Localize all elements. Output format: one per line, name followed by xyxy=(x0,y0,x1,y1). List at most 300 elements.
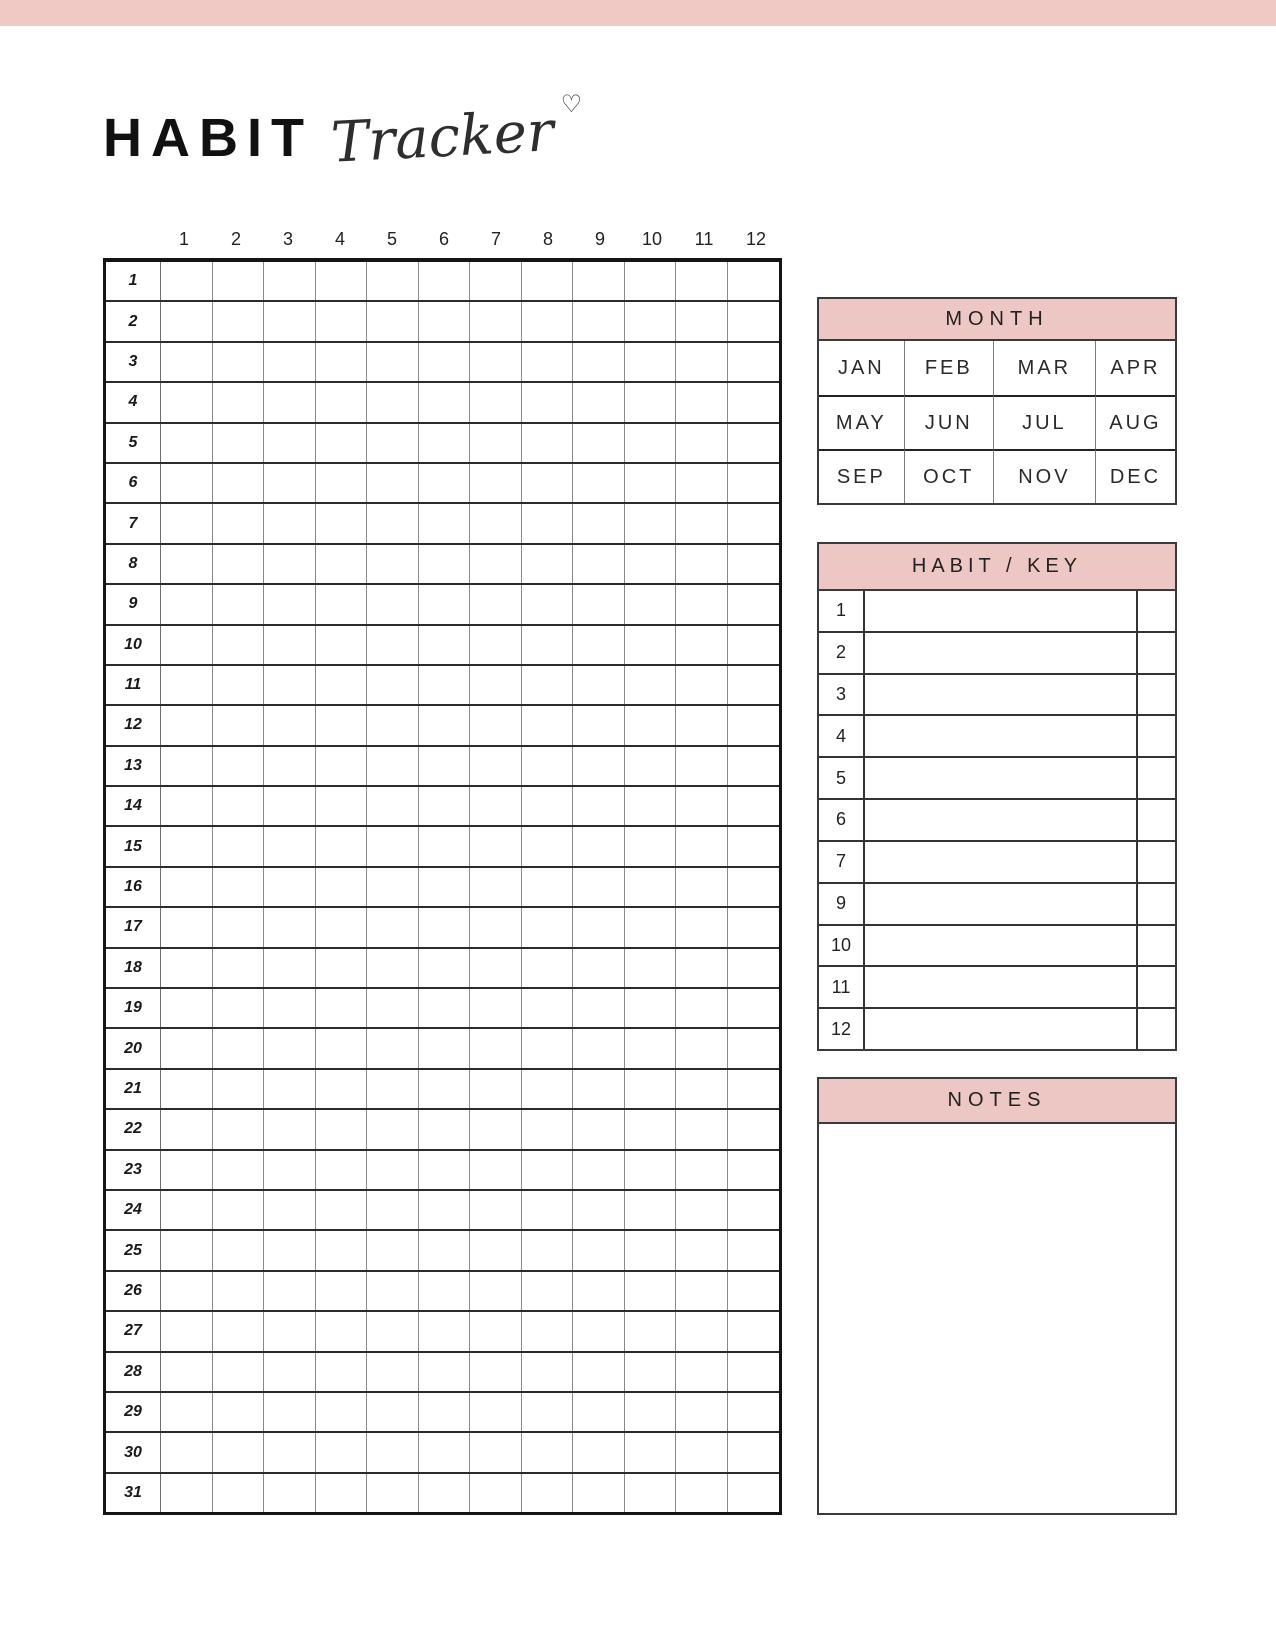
grid-cell[interactable] xyxy=(522,585,574,623)
grid-cell[interactable] xyxy=(213,464,265,502)
grid-cell[interactable] xyxy=(625,827,677,865)
grid-cell[interactable] xyxy=(161,464,213,502)
grid-cell[interactable] xyxy=(161,343,213,381)
grid-cell[interactable] xyxy=(625,1433,677,1471)
grid-cell[interactable] xyxy=(161,1272,213,1310)
grid-cell[interactable] xyxy=(573,1191,625,1229)
grid-cell[interactable] xyxy=(573,868,625,906)
grid-cell[interactable] xyxy=(522,1433,574,1471)
grid-cell[interactable] xyxy=(367,1474,419,1512)
grid-cell[interactable] xyxy=(213,1231,265,1269)
grid-cell[interactable] xyxy=(573,787,625,825)
grid-cell[interactable] xyxy=(316,1312,368,1350)
grid-cell[interactable] xyxy=(522,787,574,825)
grid-cell[interactable] xyxy=(316,747,368,785)
habit-name-cell[interactable] xyxy=(865,591,1136,631)
habit-name-cell[interactable] xyxy=(865,675,1136,715)
grid-cell[interactable] xyxy=(522,1474,574,1512)
grid-cell[interactable] xyxy=(728,383,780,421)
grid-cell[interactable] xyxy=(161,989,213,1027)
grid-cell[interactable] xyxy=(316,787,368,825)
grid-cell[interactable] xyxy=(573,747,625,785)
grid-cell[interactable] xyxy=(419,626,471,664)
grid-cell[interactable] xyxy=(264,1231,316,1269)
grid-cell[interactable] xyxy=(316,827,368,865)
grid-cell[interactable] xyxy=(573,666,625,704)
grid-cell[interactable] xyxy=(264,1474,316,1512)
grid-cell[interactable] xyxy=(728,1272,780,1310)
grid-cell[interactable] xyxy=(625,787,677,825)
month-option[interactable]: APR xyxy=(1095,341,1175,395)
grid-cell[interactable] xyxy=(419,868,471,906)
grid-cell[interactable] xyxy=(367,1191,419,1229)
grid-cell[interactable] xyxy=(470,868,522,906)
grid-cell[interactable] xyxy=(470,343,522,381)
grid-cell[interactable] xyxy=(728,1353,780,1391)
grid-cell[interactable] xyxy=(676,1151,728,1189)
grid-cell[interactable] xyxy=(573,827,625,865)
grid-cell[interactable] xyxy=(625,1353,677,1391)
grid-cell[interactable] xyxy=(367,464,419,502)
grid-cell[interactable] xyxy=(470,1312,522,1350)
grid-cell[interactable] xyxy=(316,1353,368,1391)
grid-cell[interactable] xyxy=(316,1191,368,1229)
grid-cell[interactable] xyxy=(470,949,522,987)
grid-cell[interactable] xyxy=(676,1231,728,1269)
grid-cell[interactable] xyxy=(625,1191,677,1229)
grid-cell[interactable] xyxy=(264,585,316,623)
grid-cell[interactable] xyxy=(522,666,574,704)
habit-name-cell[interactable] xyxy=(865,884,1136,924)
grid-cell[interactable] xyxy=(264,706,316,744)
grid-cell[interactable] xyxy=(264,343,316,381)
grid-cell[interactable] xyxy=(625,504,677,542)
grid-cell[interactable] xyxy=(367,1151,419,1189)
grid-cell[interactable] xyxy=(522,1151,574,1189)
grid-cell[interactable] xyxy=(213,989,265,1027)
grid-cell[interactable] xyxy=(213,626,265,664)
grid-cell[interactable] xyxy=(573,504,625,542)
grid-cell[interactable] xyxy=(676,989,728,1027)
grid-cell[interactable] xyxy=(316,989,368,1027)
grid-cell[interactable] xyxy=(573,545,625,583)
grid-cell[interactable] xyxy=(264,464,316,502)
grid-cell[interactable] xyxy=(573,1393,625,1431)
grid-cell[interactable] xyxy=(625,989,677,1027)
grid-cell[interactable] xyxy=(161,1433,213,1471)
grid-cell[interactable] xyxy=(419,706,471,744)
grid-cell[interactable] xyxy=(419,1110,471,1148)
grid-cell[interactable] xyxy=(522,383,574,421)
grid-cell[interactable] xyxy=(419,908,471,946)
grid-cell[interactable] xyxy=(522,1029,574,1067)
habit-key-symbol-cell[interactable] xyxy=(1136,884,1175,924)
grid-cell[interactable] xyxy=(470,1433,522,1471)
grid-cell[interactable] xyxy=(213,545,265,583)
grid-cell[interactable] xyxy=(625,343,677,381)
grid-cell[interactable] xyxy=(676,666,728,704)
grid-cell[interactable] xyxy=(470,1191,522,1229)
habit-key-symbol-cell[interactable] xyxy=(1136,800,1175,840)
grid-cell[interactable] xyxy=(676,787,728,825)
grid-cell[interactable] xyxy=(264,1433,316,1471)
grid-cell[interactable] xyxy=(213,302,265,340)
grid-cell[interactable] xyxy=(161,504,213,542)
grid-cell[interactable] xyxy=(161,787,213,825)
grid-cell[interactable] xyxy=(676,1353,728,1391)
grid-cell[interactable] xyxy=(367,343,419,381)
grid-cell[interactable] xyxy=(161,545,213,583)
grid-cell[interactable] xyxy=(728,1433,780,1471)
grid-cell[interactable] xyxy=(625,383,677,421)
grid-cell[interactable] xyxy=(316,262,368,300)
grid-cell[interactable] xyxy=(573,424,625,462)
grid-cell[interactable] xyxy=(419,464,471,502)
grid-cell[interactable] xyxy=(676,424,728,462)
grid-cell[interactable] xyxy=(264,424,316,462)
grid-cell[interactable] xyxy=(264,1029,316,1067)
habit-key-symbol-cell[interactable] xyxy=(1136,842,1175,882)
grid-cell[interactable] xyxy=(367,585,419,623)
grid-cell[interactable] xyxy=(419,949,471,987)
grid-cell[interactable] xyxy=(676,949,728,987)
grid-cell[interactable] xyxy=(316,585,368,623)
grid-cell[interactable] xyxy=(470,706,522,744)
grid-cell[interactable] xyxy=(625,302,677,340)
grid-cell[interactable] xyxy=(728,302,780,340)
grid-cell[interactable] xyxy=(264,989,316,1027)
grid-cell[interactable] xyxy=(573,1029,625,1067)
grid-cell[interactable] xyxy=(367,787,419,825)
habit-name-cell[interactable] xyxy=(865,967,1136,1007)
grid-cell[interactable] xyxy=(728,504,780,542)
grid-cell[interactable] xyxy=(161,1474,213,1512)
grid-cell[interactable] xyxy=(419,302,471,340)
grid-cell[interactable] xyxy=(161,868,213,906)
grid-cell[interactable] xyxy=(264,383,316,421)
grid-cell[interactable] xyxy=(470,545,522,583)
grid-cell[interactable] xyxy=(573,302,625,340)
grid-cell[interactable] xyxy=(367,424,419,462)
month-option[interactable]: JUN xyxy=(904,395,993,449)
grid-cell[interactable] xyxy=(676,383,728,421)
grid-cell[interactable] xyxy=(470,1029,522,1067)
grid-cell[interactable] xyxy=(522,1393,574,1431)
grid-cell[interactable] xyxy=(522,1231,574,1269)
grid-cell[interactable] xyxy=(161,1151,213,1189)
grid-cell[interactable] xyxy=(522,706,574,744)
grid-cell[interactable] xyxy=(676,262,728,300)
grid-cell[interactable] xyxy=(316,1393,368,1431)
grid-cell[interactable] xyxy=(264,504,316,542)
grid-cell[interactable] xyxy=(419,1191,471,1229)
grid-cell[interactable] xyxy=(470,262,522,300)
grid-cell[interactable] xyxy=(316,1029,368,1067)
grid-cell[interactable] xyxy=(470,585,522,623)
grid-cell[interactable] xyxy=(213,262,265,300)
grid-cell[interactable] xyxy=(419,1433,471,1471)
grid-cell[interactable] xyxy=(728,666,780,704)
grid-cell[interactable] xyxy=(522,989,574,1027)
grid-cell[interactable] xyxy=(522,545,574,583)
grid-cell[interactable] xyxy=(625,949,677,987)
month-option[interactable]: FEB xyxy=(904,341,993,395)
grid-cell[interactable] xyxy=(316,868,368,906)
grid-cell[interactable] xyxy=(316,1272,368,1310)
grid-cell[interactable] xyxy=(470,1070,522,1108)
grid-cell[interactable] xyxy=(676,908,728,946)
grid-cell[interactable] xyxy=(470,1393,522,1431)
grid-cell[interactable] xyxy=(264,666,316,704)
grid-cell[interactable] xyxy=(213,1393,265,1431)
grid-cell[interactable] xyxy=(676,827,728,865)
grid-cell[interactable] xyxy=(676,1029,728,1067)
month-option[interactable]: JUL xyxy=(993,395,1095,449)
habit-key-symbol-cell[interactable] xyxy=(1136,675,1175,715)
grid-cell[interactable] xyxy=(728,1110,780,1148)
grid-cell[interactable] xyxy=(419,1151,471,1189)
grid-cell[interactable] xyxy=(213,504,265,542)
grid-cell[interactable] xyxy=(625,706,677,744)
grid-cell[interactable] xyxy=(419,1070,471,1108)
grid-cell[interactable] xyxy=(264,1070,316,1108)
grid-cell[interactable] xyxy=(625,1272,677,1310)
grid-cell[interactable] xyxy=(470,302,522,340)
grid-cell[interactable] xyxy=(264,747,316,785)
grid-cell[interactable] xyxy=(573,1312,625,1350)
grid-cell[interactable] xyxy=(676,1474,728,1512)
grid-cell[interactable] xyxy=(625,585,677,623)
grid-cell[interactable] xyxy=(213,343,265,381)
grid-cell[interactable] xyxy=(573,1231,625,1269)
grid-cell[interactable] xyxy=(522,262,574,300)
grid-cell[interactable] xyxy=(625,1110,677,1148)
grid-cell[interactable] xyxy=(470,787,522,825)
grid-cell[interactable] xyxy=(367,504,419,542)
grid-cell[interactable] xyxy=(264,302,316,340)
habit-key-symbol-cell[interactable] xyxy=(1136,758,1175,798)
grid-cell[interactable] xyxy=(522,504,574,542)
grid-cell[interactable] xyxy=(676,1312,728,1350)
grid-cell[interactable] xyxy=(728,1231,780,1269)
grid-cell[interactable] xyxy=(161,262,213,300)
grid-cell[interactable] xyxy=(522,302,574,340)
grid-cell[interactable] xyxy=(419,1272,471,1310)
grid-cell[interactable] xyxy=(728,424,780,462)
grid-cell[interactable] xyxy=(676,1272,728,1310)
grid-cell[interactable] xyxy=(419,747,471,785)
grid-cell[interactable] xyxy=(573,626,625,664)
grid-cell[interactable] xyxy=(264,949,316,987)
grid-cell[interactable] xyxy=(419,827,471,865)
grid-cell[interactable] xyxy=(264,827,316,865)
grid-cell[interactable] xyxy=(573,585,625,623)
grid-cell[interactable] xyxy=(161,1393,213,1431)
grid-cell[interactable] xyxy=(264,1353,316,1391)
grid-cell[interactable] xyxy=(367,1070,419,1108)
grid-cell[interactable] xyxy=(728,1393,780,1431)
grid-cell[interactable] xyxy=(728,989,780,1027)
grid-cell[interactable] xyxy=(573,1151,625,1189)
grid-cell[interactable] xyxy=(316,949,368,987)
grid-cell[interactable] xyxy=(419,1474,471,1512)
grid-cell[interactable] xyxy=(625,626,677,664)
grid-cell[interactable] xyxy=(573,1474,625,1512)
grid-cell[interactable] xyxy=(419,262,471,300)
grid-cell[interactable] xyxy=(470,1231,522,1269)
grid-cell[interactable] xyxy=(573,1272,625,1310)
grid-cell[interactable] xyxy=(728,1070,780,1108)
grid-cell[interactable] xyxy=(676,626,728,664)
grid-cell[interactable] xyxy=(470,1151,522,1189)
grid-cell[interactable] xyxy=(316,504,368,542)
grid-cell[interactable] xyxy=(625,1312,677,1350)
grid-cell[interactable] xyxy=(522,827,574,865)
grid-cell[interactable] xyxy=(161,424,213,462)
grid-cell[interactable] xyxy=(522,1312,574,1350)
grid-cell[interactable] xyxy=(213,424,265,462)
habit-name-cell[interactable] xyxy=(865,716,1136,756)
grid-cell[interactable] xyxy=(419,787,471,825)
grid-cell[interactable] xyxy=(367,706,419,744)
grid-cell[interactable] xyxy=(367,626,419,664)
grid-cell[interactable] xyxy=(316,1110,368,1148)
habit-key-symbol-cell[interactable] xyxy=(1136,591,1175,631)
grid-cell[interactable] xyxy=(213,747,265,785)
grid-cell[interactable] xyxy=(470,424,522,462)
grid-cell[interactable] xyxy=(419,1029,471,1067)
grid-cell[interactable] xyxy=(419,1231,471,1269)
grid-cell[interactable] xyxy=(367,747,419,785)
grid-cell[interactable] xyxy=(419,1393,471,1431)
grid-cell[interactable] xyxy=(161,1070,213,1108)
grid-cell[interactable] xyxy=(419,383,471,421)
grid-cell[interactable] xyxy=(161,666,213,704)
grid-cell[interactable] xyxy=(573,1353,625,1391)
grid-cell[interactable] xyxy=(470,1272,522,1310)
grid-cell[interactable] xyxy=(625,424,677,462)
grid-cell[interactable] xyxy=(367,1110,419,1148)
grid-cell[interactable] xyxy=(470,747,522,785)
grid-cell[interactable] xyxy=(367,868,419,906)
grid-cell[interactable] xyxy=(316,343,368,381)
month-option[interactable]: DEC xyxy=(1095,449,1175,503)
month-option[interactable]: MAY xyxy=(819,395,904,449)
habit-name-cell[interactable] xyxy=(865,926,1136,966)
grid-cell[interactable] xyxy=(316,383,368,421)
grid-cell[interactable] xyxy=(728,343,780,381)
grid-cell[interactable] xyxy=(161,585,213,623)
grid-cell[interactable] xyxy=(213,827,265,865)
grid-cell[interactable] xyxy=(573,262,625,300)
grid-cell[interactable] xyxy=(264,1151,316,1189)
grid-cell[interactable] xyxy=(470,666,522,704)
grid-cell[interactable] xyxy=(728,585,780,623)
grid-cell[interactable] xyxy=(367,1312,419,1350)
grid-cell[interactable] xyxy=(573,706,625,744)
grid-cell[interactable] xyxy=(367,1433,419,1471)
grid-cell[interactable] xyxy=(470,989,522,1027)
grid-cell[interactable] xyxy=(676,1070,728,1108)
grid-cell[interactable] xyxy=(625,666,677,704)
month-option[interactable]: OCT xyxy=(904,449,993,503)
grid-cell[interactable] xyxy=(676,464,728,502)
grid-cell[interactable] xyxy=(573,949,625,987)
grid-cell[interactable] xyxy=(264,868,316,906)
grid-cell[interactable] xyxy=(419,585,471,623)
grid-cell[interactable] xyxy=(470,464,522,502)
grid-cell[interactable] xyxy=(161,1312,213,1350)
grid-cell[interactable] xyxy=(676,1433,728,1471)
grid-cell[interactable] xyxy=(419,1353,471,1391)
grid-cell[interactable] xyxy=(213,949,265,987)
grid-cell[interactable] xyxy=(625,908,677,946)
grid-cell[interactable] xyxy=(161,908,213,946)
grid-cell[interactable] xyxy=(161,706,213,744)
grid-cell[interactable] xyxy=(264,262,316,300)
habit-name-cell[interactable] xyxy=(865,800,1136,840)
grid-cell[interactable] xyxy=(676,868,728,906)
grid-cell[interactable] xyxy=(316,626,368,664)
grid-cell[interactable] xyxy=(573,908,625,946)
grid-cell[interactable] xyxy=(470,1474,522,1512)
grid-cell[interactable] xyxy=(522,1272,574,1310)
grid-cell[interactable] xyxy=(728,827,780,865)
grid-cell[interactable] xyxy=(470,383,522,421)
grid-cell[interactable] xyxy=(625,545,677,583)
grid-cell[interactable] xyxy=(264,1312,316,1350)
grid-cell[interactable] xyxy=(367,383,419,421)
grid-cell[interactable] xyxy=(522,1070,574,1108)
grid-cell[interactable] xyxy=(419,424,471,462)
grid-cell[interactable] xyxy=(213,1110,265,1148)
grid-cell[interactable] xyxy=(625,1393,677,1431)
grid-cell[interactable] xyxy=(264,787,316,825)
grid-cell[interactable] xyxy=(625,868,677,906)
grid-cell[interactable] xyxy=(522,747,574,785)
grid-cell[interactable] xyxy=(625,1474,677,1512)
grid-cell[interactable] xyxy=(213,787,265,825)
month-option[interactable]: AUG xyxy=(1095,395,1175,449)
grid-cell[interactable] xyxy=(625,1029,677,1067)
grid-cell[interactable] xyxy=(213,383,265,421)
grid-cell[interactable] xyxy=(367,1393,419,1431)
grid-cell[interactable] xyxy=(625,262,677,300)
grid-cell[interactable] xyxy=(522,343,574,381)
grid-cell[interactable] xyxy=(264,626,316,664)
grid-cell[interactable] xyxy=(625,747,677,785)
habit-name-cell[interactable] xyxy=(865,842,1136,882)
grid-cell[interactable] xyxy=(728,262,780,300)
grid-cell[interactable] xyxy=(213,1191,265,1229)
grid-cell[interactable] xyxy=(264,1110,316,1148)
grid-cell[interactable] xyxy=(522,1353,574,1391)
grid-cell[interactable] xyxy=(522,868,574,906)
grid-cell[interactable] xyxy=(728,706,780,744)
grid-cell[interactable] xyxy=(213,585,265,623)
grid-cell[interactable] xyxy=(213,666,265,704)
grid-cell[interactable] xyxy=(522,1110,574,1148)
grid-cell[interactable] xyxy=(213,1474,265,1512)
grid-cell[interactable] xyxy=(316,666,368,704)
grid-cell[interactable] xyxy=(367,302,419,340)
grid-cell[interactable] xyxy=(367,1231,419,1269)
grid-cell[interactable] xyxy=(573,343,625,381)
grid-cell[interactable] xyxy=(522,464,574,502)
grid-cell[interactable] xyxy=(316,908,368,946)
grid-cell[interactable] xyxy=(367,545,419,583)
grid-cell[interactable] xyxy=(573,1110,625,1148)
